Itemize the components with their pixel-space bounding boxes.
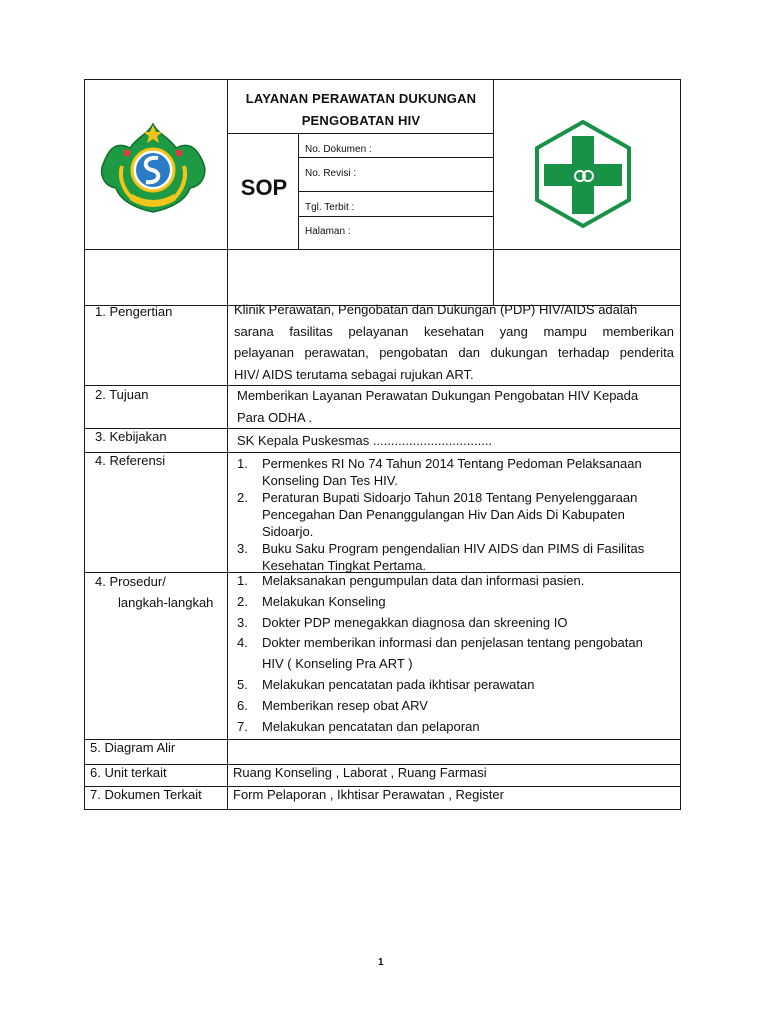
- list-item: [237, 540, 677, 574]
- pengertian-line: Klinik Perawatan, Pengobatan dan Dukungan (PDP) HIV/AIDS adalah: [234, 302, 638, 317]
- section-label-prosedur: [95, 571, 213, 613]
- document-title: [228, 88, 494, 132]
- list-item: [237, 613, 677, 634]
- item-number: 5.: [237, 676, 248, 692]
- item-line: Melakukan Konseling: [262, 593, 386, 609]
- sop-label: SOP: [240, 175, 288, 200]
- list-item: [237, 455, 677, 489]
- section-label-tujuan: 2. Tujuan: [95, 387, 149, 402]
- item-number: 1.: [237, 573, 248, 588]
- item-number: 2.: [237, 490, 248, 505]
- list-item: [237, 489, 677, 540]
- title-line-2: PENGOBATAN HIV: [301, 113, 421, 128]
- item-number: 6.: [237, 697, 248, 713]
- page-number: 1: [378, 957, 384, 968]
- halaman-label: Halaman :: [305, 226, 351, 237]
- list-item: [237, 633, 677, 675]
- item-number: 4.: [237, 635, 248, 651]
- item-number: 3.: [237, 614, 248, 630]
- item-line: HIV ( Konseling Pra ART ): [262, 656, 413, 672]
- tujuan-text: [237, 385, 677, 428]
- prosedur-label-line: 4. Prosedur/: [95, 574, 166, 589]
- item-line: Dokter PDP menegakkan diagnosa dan skreening IO: [262, 614, 568, 630]
- pengertian-text: [234, 299, 674, 385]
- item-line: Melakukan pencatatan dan pelaporan: [262, 718, 480, 734]
- item-line: Konseling Dan Tes HIV.: [262, 473, 398, 488]
- tujuan-line: Para ODHA .: [237, 409, 313, 425]
- section-label-unit: 6. Unit terkait: [90, 765, 167, 780]
- item-line: Melaksanakan pengumpulan data dan informasi pasien.: [262, 573, 585, 588]
- pengertian-line: HIV/ AIDS terutama sebagai rujukan ART.: [234, 366, 474, 382]
- left-logo: [96, 122, 211, 214]
- item-line: Permenkes RI No 74 Tahun 2014 Tentang Pedoman Pelaksanaan: [262, 456, 642, 471]
- kebijakan-text: SK Kepala Puskesmas .................................: [237, 433, 493, 448]
- regional-emblem-icon: [96, 122, 211, 214]
- section-label-pengertian: 1. Pengertian: [95, 304, 173, 319]
- item-number: 7.: [237, 718, 248, 734]
- referensi-list: [237, 455, 677, 574]
- section-label-referensi: 4. Referensi: [95, 453, 166, 468]
- dokumen-text: Form Pelaporan , Ikhtisar Perawatan , Register: [233, 787, 504, 802]
- item-number: 3.: [237, 541, 248, 556]
- health-cross-icon: [528, 120, 638, 230]
- tgl-terbit-label: Tgl. Terbit :: [305, 202, 355, 213]
- list-item: [237, 592, 677, 613]
- tujuan-line: Memberikan Layanan Perawatan Dukungan Pengobatan HIV Kepada: [237, 388, 639, 403]
- section-label-kebijakan: 3. Kebijakan: [95, 429, 167, 444]
- item-line: Pencegahan Dan Penanggulangan Hiv Dan Aids Di Kabupaten: [262, 507, 625, 522]
- item-line: Dokter memberikan informasi dan penjelasan tentang pengobatan: [262, 635, 643, 651]
- unit-text: Ruang Konseling , Laborat , Ruang Farmasi: [233, 765, 487, 780]
- item-line: Kesehatan Tingkat Pertama.: [262, 558, 427, 573]
- pengertian-line: pelayanan perawatan, pengobatan dan dukungan terhadap penderita: [234, 345, 674, 360]
- pengertian-line: sarana fasilitas pelayanan kesehatan yang mampu memberikan: [234, 323, 674, 339]
- item-line: Buku Saku Program pengendalian HIV AIDS dan PIMS di Fasilitas: [262, 541, 645, 556]
- section-label-dokumen: 7. Dokumen Terkait: [90, 787, 202, 802]
- item-number: 2.: [237, 593, 248, 609]
- list-item: [237, 571, 677, 592]
- item-line: Memberikan resep obat ARV: [262, 697, 428, 713]
- no-dokumen-label: No. Dokumen :: [305, 144, 372, 155]
- prosedur-label-line: langkah-langkah: [118, 595, 214, 610]
- no-revisi-label: No. Revisi :: [305, 168, 357, 179]
- list-item: [237, 717, 677, 738]
- item-line: Peraturan Bupati Sidoarjo Tahun 2018 Tentang Penyelenggaraan: [262, 490, 638, 505]
- item-line: Sidoarjo.: [262, 524, 314, 539]
- right-logo: [528, 120, 638, 230]
- title-line-1: LAYANAN PERAWATAN DUKUNGAN: [245, 91, 477, 106]
- list-item: [237, 675, 677, 696]
- list-item: [237, 696, 677, 717]
- item-line: Melakukan pencatatan pada ikhtisar perawatan: [262, 676, 535, 692]
- prosedur-list: [237, 571, 677, 737]
- section-label-diagram: 5. Diagram Alir: [90, 740, 176, 755]
- item-number: 1.: [237, 456, 248, 471]
